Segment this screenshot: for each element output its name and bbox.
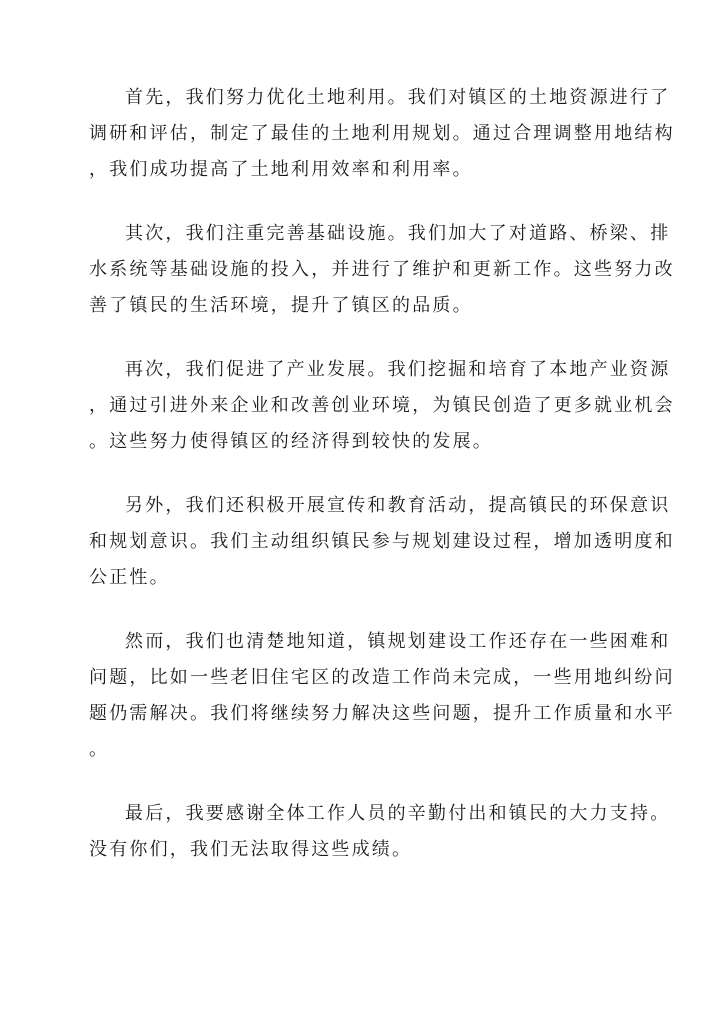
paragraph-line: ，我们成功提高了土地利用效率和利用率。 — [89, 159, 473, 180]
paragraph-land-use — [89, 80, 675, 188]
paragraph-line: 公正性。 — [89, 567, 170, 588]
paragraph-line: 和规划意识。我们主动组织镇民参与规划建设过程，增加透明度和 — [89, 531, 675, 552]
paragraph-infrastructure — [89, 216, 675, 324]
paragraph-line: 首先，我们努力优化土地利用。我们对镇区的土地资源进行了 — [125, 87, 671, 108]
paragraph-line: 。 — [89, 739, 110, 760]
paragraph-line: 问题，比如一些老旧住宅区的改造工作尚未完成，一些用地纠纷问 — [89, 667, 675, 688]
paragraph-line: 调研和评估，制定了最佳的土地利用规划。通过合理调整用地结构 — [89, 123, 675, 144]
paragraph-line: 其次，我们注重完善基础设施。我们加大了对道路、桥梁、排 — [125, 223, 671, 244]
paragraph-line: 。这些努力使得镇区的经济得到较快的发展。 — [89, 431, 493, 452]
paragraph-line: 然而，我们也清楚地知道，镇规划建设工作还存在一些困难和 — [125, 631, 671, 652]
paragraph-line: 另外，我们还积极开展宣传和教育活动，提高镇民的环保意识 — [125, 495, 671, 516]
paragraph-line: 水系统等基础设施的投入，并进行了维护和更新工作。这些努力改 — [89, 259, 675, 280]
paragraph-line: 题仍需解决。我们将继续努力解决这些问题，提升工作质量和水平 — [89, 703, 675, 724]
paragraph-line: ，通过引进外来企业和改善创业环境，为镇民创造了更多就业机会 — [89, 395, 675, 416]
paragraph-line: 善了镇民的生活环境，提升了镇区的品质。 — [89, 295, 473, 316]
paragraph-problems — [89, 624, 675, 768]
paragraph-line: 最后，我要感谢全体工作人员的辛勤付出和镇民的大力支持。 — [125, 803, 671, 824]
paragraph-industry — [89, 352, 675, 460]
paragraph-line: 再次，我们促进了产业发展。我们挖掘和培育了本地产业资源 — [125, 359, 671, 380]
document-body — [89, 80, 675, 896]
paragraph-thanks — [89, 796, 671, 868]
paragraph-line: 没有你们，我们无法取得这些成绩。 — [89, 839, 413, 860]
paragraph-publicity — [89, 488, 675, 596]
